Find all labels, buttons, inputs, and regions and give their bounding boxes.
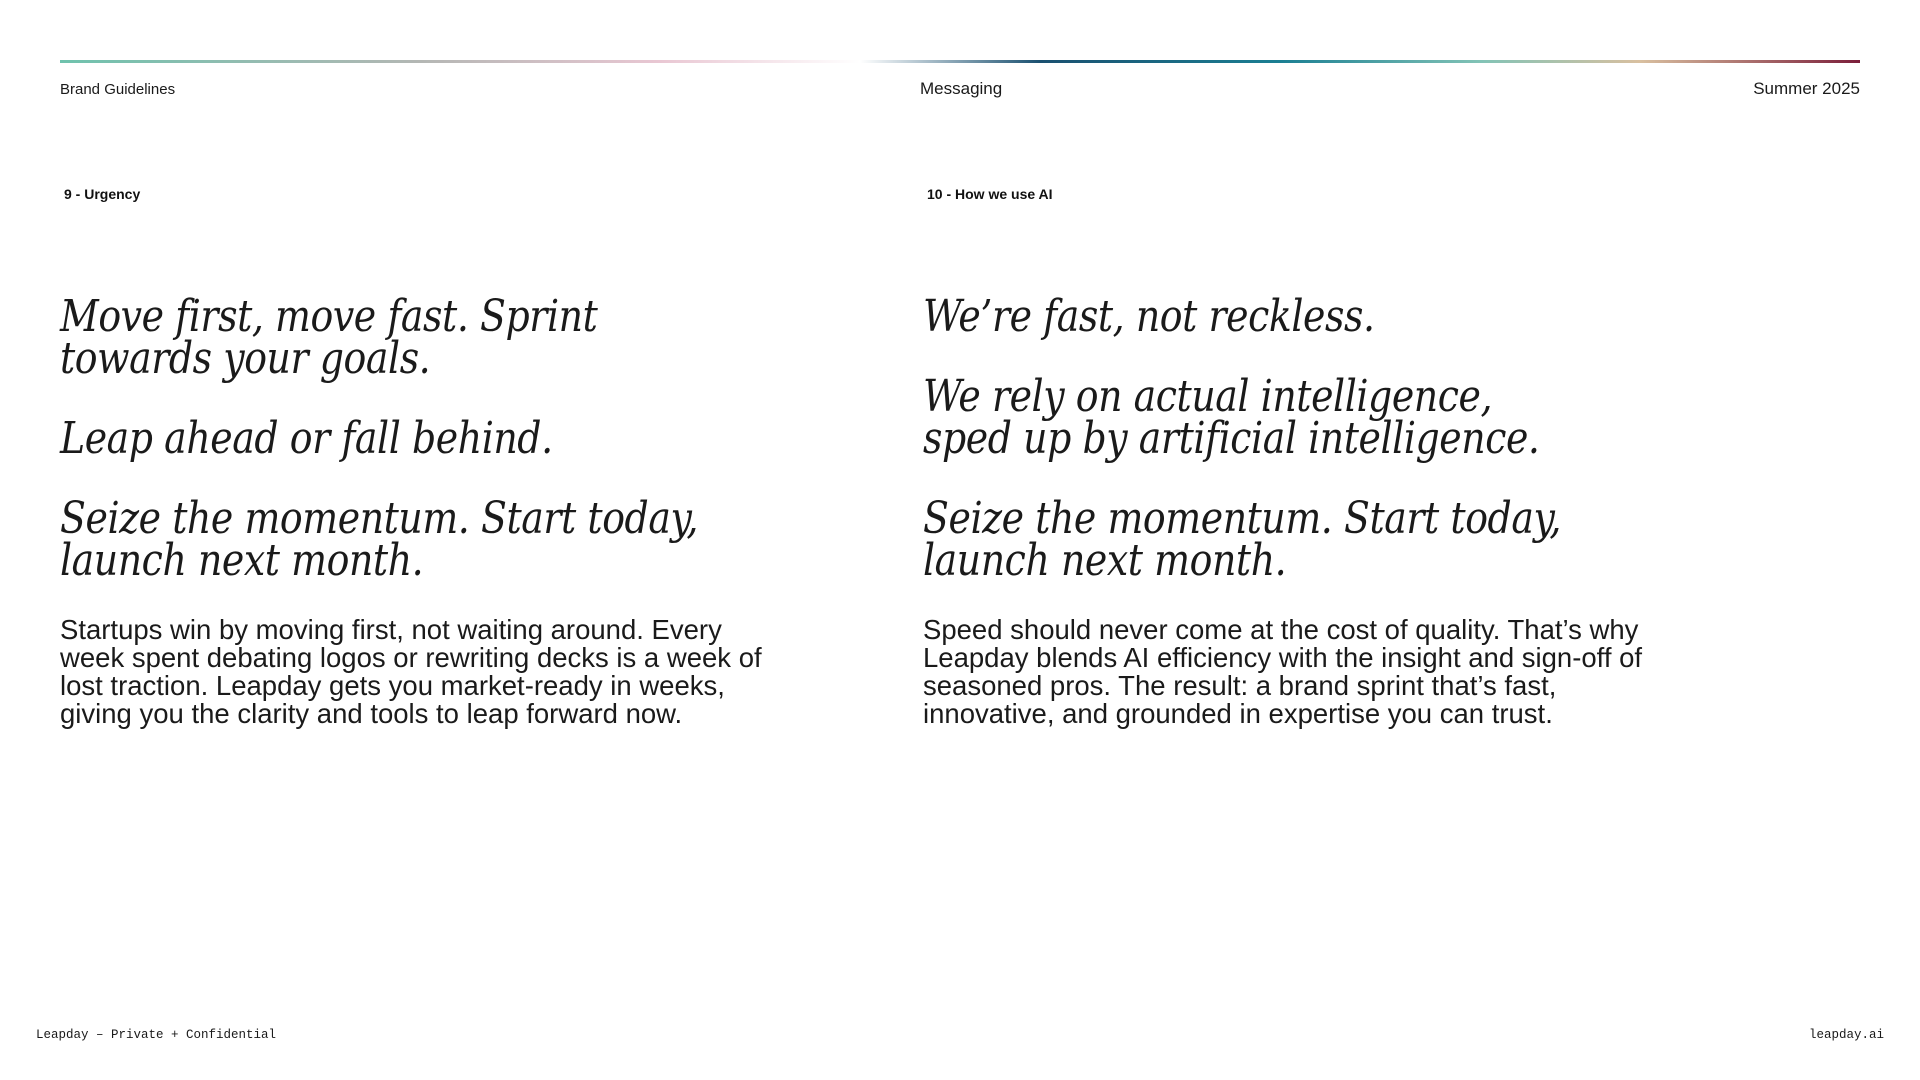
footer-website: leapday.ai bbox=[1808, 1028, 1884, 1042]
body-urgency: Startups win by moving first, not waiting around. Every week spent debating logos or rewriting decks is a week of lost traction. Leapday gets you market-ready in weeks, giving you the clarity and tools to leap forward now. bbox=[60, 614, 762, 729]
quote-ai-1: We’re fast, not reckless. bbox=[923, 291, 1375, 342]
section-label-ai: 10 - How we use AI bbox=[927, 186, 1053, 202]
header-chapter-title: Messaging bbox=[920, 79, 1003, 98]
header-document-title: Brand Guidelines bbox=[60, 81, 176, 98]
quote-urgency-2: Leap ahead or fall behind. bbox=[60, 413, 553, 464]
quote-ai-3: Seize the momentum. Start today, launch next month. bbox=[923, 493, 1562, 586]
header-edition: Summer 2025 bbox=[1753, 79, 1860, 98]
header-gradient-rule-left bbox=[60, 60, 860, 63]
section-urgency bbox=[60, 291, 820, 729]
quote-urgency-1: Move first, move fast. Sprint towards your goals. bbox=[60, 291, 598, 384]
section-how-we-use-ai bbox=[923, 291, 1683, 729]
section-label-urgency: 9 - Urgency bbox=[64, 186, 141, 202]
quote-urgency-3: Seize the momentum. Start today, launch next month. bbox=[60, 493, 699, 586]
body-ai: Speed should never come at the cost of quality. That’s why Leapday blends AI efficiency with the insight and sign-off of seasoned pros. The result: a brand sprint that’s fast, innovative, and grounded in expertise you can trust. bbox=[923, 614, 1643, 729]
quote-ai-2: We rely on actual intelligence, sped up by artificial intelligence. bbox=[923, 371, 1540, 464]
header-gradient-rule-right bbox=[860, 60, 1860, 63]
footer-confidential-note: Leapday – Private + Confidential bbox=[36, 1028, 277, 1042]
